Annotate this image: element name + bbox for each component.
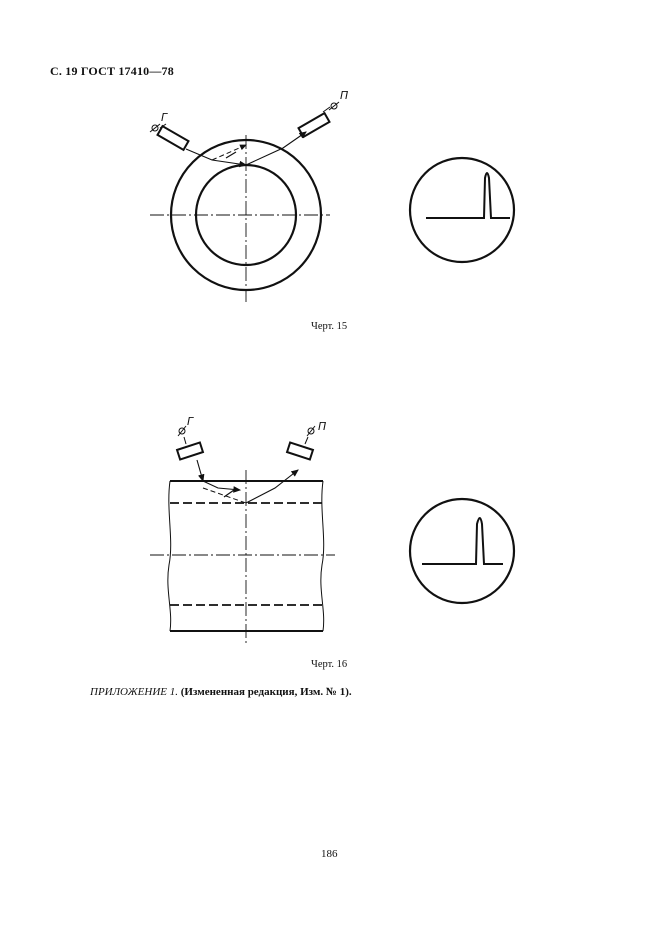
page-number: 186: [321, 848, 338, 860]
figure-16-drawing: [150, 426, 335, 646]
beam-path-horizontal: [203, 481, 240, 490]
figure-15-drawing: [150, 102, 339, 302]
oscilloscope-display-15: [410, 158, 514, 262]
figure-16-caption: Черт. 16: [311, 659, 348, 670]
appendix-note: [90, 686, 352, 698]
crack-mark: [224, 490, 234, 497]
beam-path-reflect: [246, 470, 298, 503]
beam-path: [186, 149, 246, 165]
probe-label-transmitter: Г: [187, 415, 194, 428]
probe-label-receiver: П: [318, 420, 327, 433]
receiver-probe: [299, 102, 339, 137]
signal-trace: [422, 518, 503, 564]
figure-15-caption: Черт. 15: [311, 321, 348, 332]
beam-path-dashed: [212, 145, 246, 160]
transmitter-probe: [177, 426, 203, 459]
beam-path: [197, 460, 203, 481]
oscilloscope-display-16: [410, 499, 514, 603]
page-header: С. 19 ГОСТ 17410—78: [50, 64, 174, 78]
probe-label-receiver: П: [340, 89, 349, 102]
transmitter-probe: [150, 124, 188, 150]
appendix-note-revision: (Измененная редакция, Изм. № 1).: [180, 686, 352, 698]
probe-label-transmitter: Г: [161, 111, 168, 124]
signal-trace: [426, 173, 510, 218]
appendix-note-title: ПРИЛОЖЕНИЕ 1.: [90, 686, 178, 698]
receiver-probe: [287, 426, 315, 459]
